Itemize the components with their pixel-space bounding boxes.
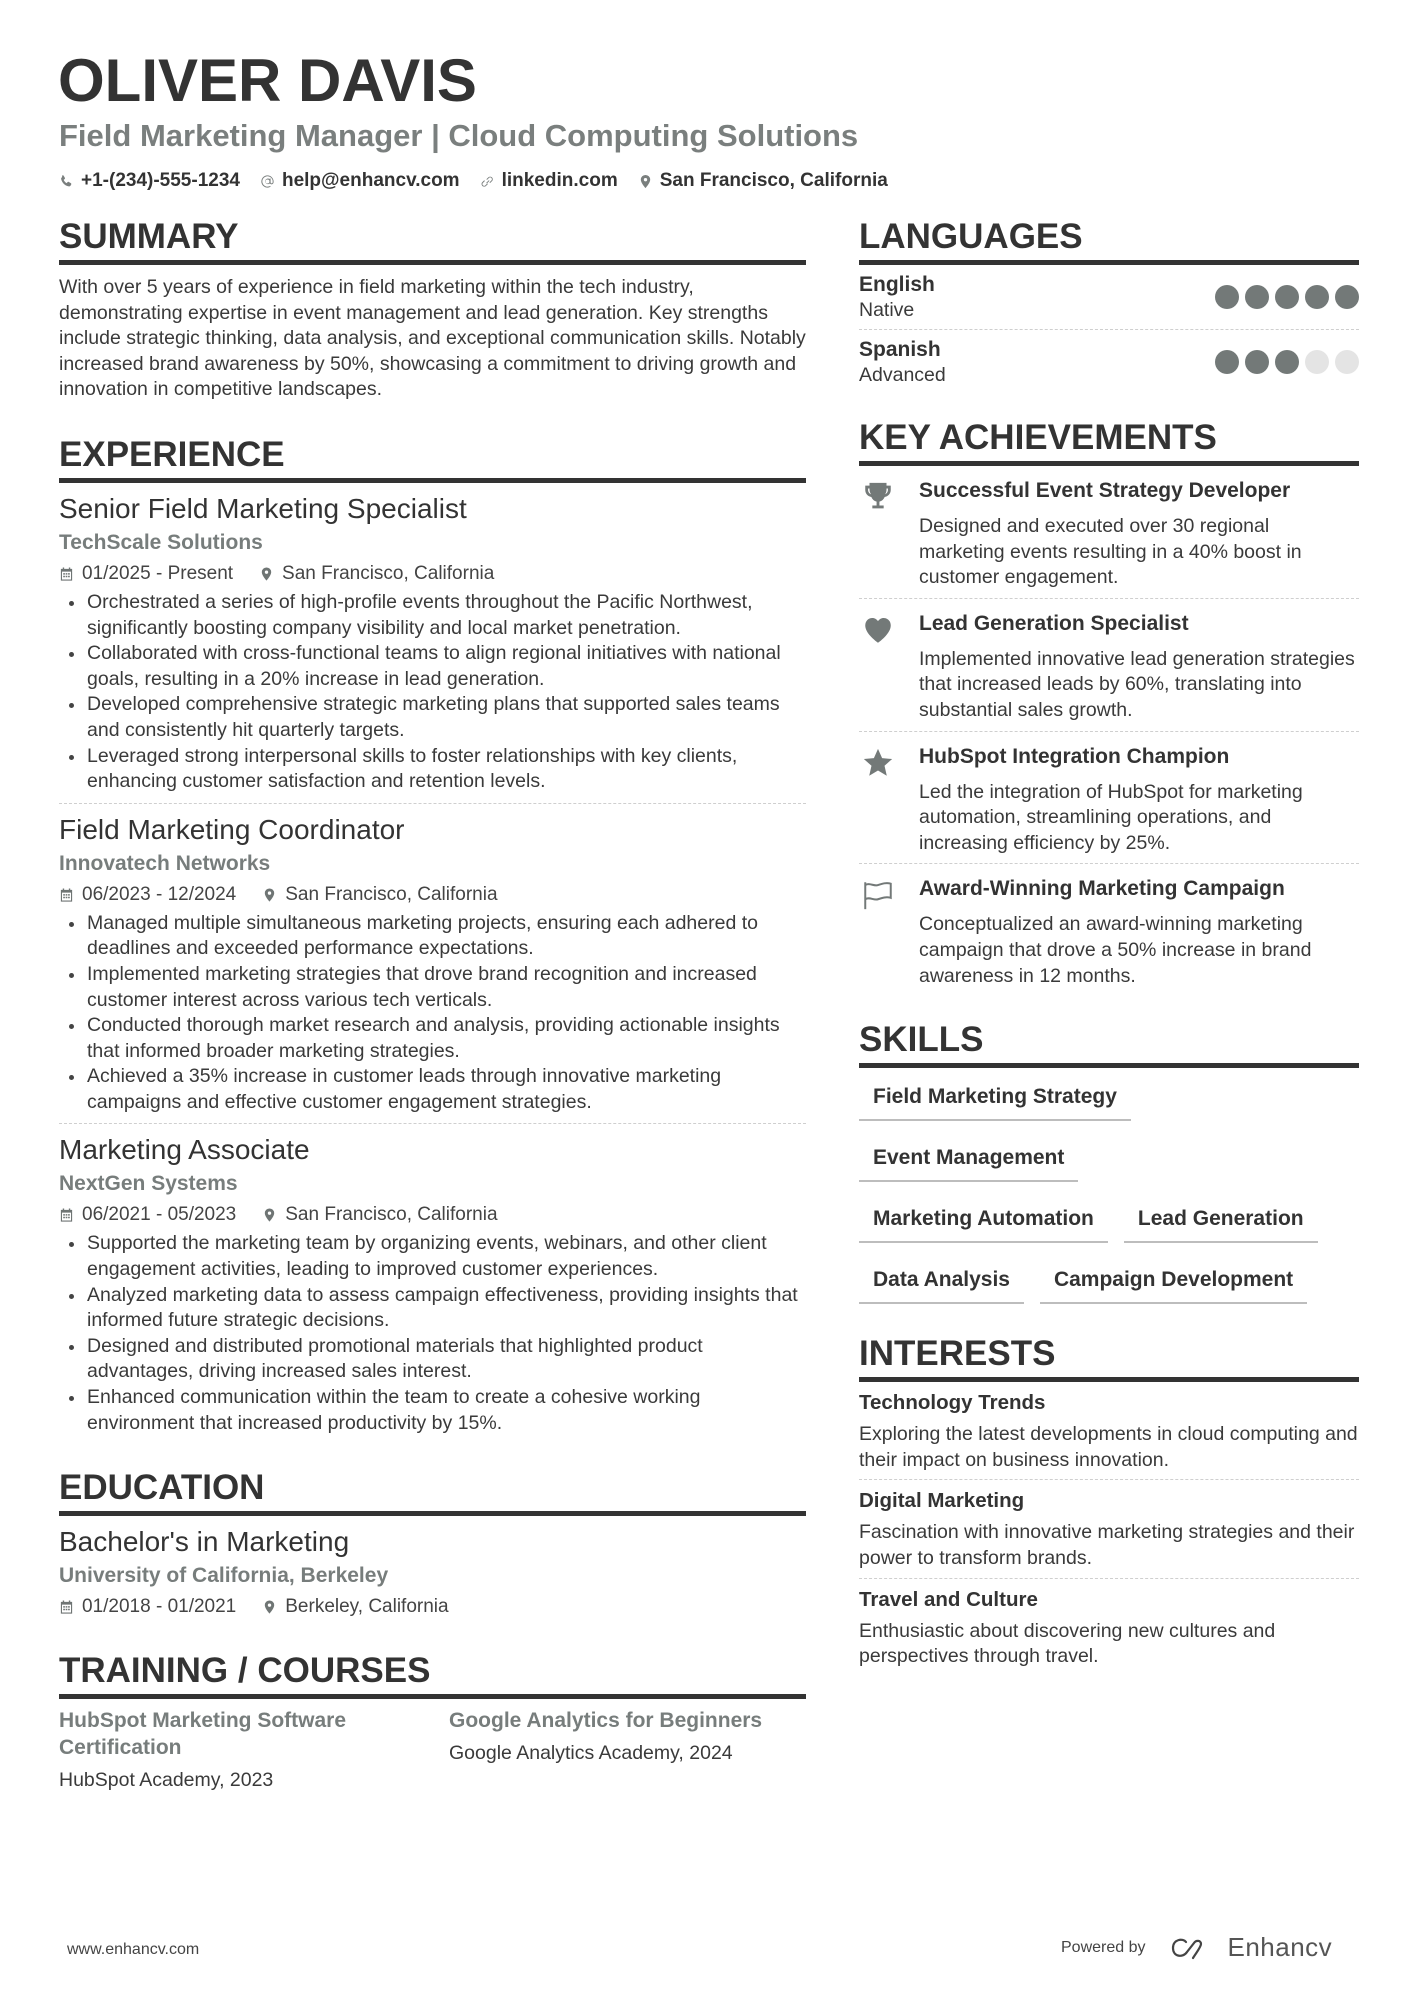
job-location-text: San Francisco, California — [285, 1204, 498, 1226]
job-entry — [59, 804, 806, 1125]
section-title-skills: SKILLS — [859, 1018, 1359, 1068]
interest-title: Digital Marketing — [859, 1489, 1025, 1513]
education-section — [59, 1466, 806, 1621]
achievement-icon-wrap — [859, 478, 919, 591]
company-name: Innovatech Networks — [59, 851, 271, 875]
footer-branding — [1061, 1932, 1332, 1963]
interest-desc: Fascination with innovative marketing strategies and their power to transform brands. — [859, 1521, 1355, 1569]
job-dates-text: 06/2023 - 12/2024 — [82, 883, 237, 905]
calendar-icon — [59, 1207, 74, 1223]
achievement-desc: Conceptualized an award-winning marketing campaign that drove a 50% increase in brand awareness in 12 months. — [919, 913, 1312, 987]
contact-phone[interactable] — [59, 169, 240, 193]
skill-tag: Campaign Development — [1040, 1261, 1307, 1304]
bullet-item: Analyzed marketing data to assess campaign effectiveness, providing insights that informed future strategic decisions. — [59, 1283, 806, 1334]
language-level: Native — [859, 299, 915, 321]
job-dates-text: 01/2025 - Present — [82, 562, 234, 584]
achievement-title: Award-Winning Marketing Campaign — [919, 877, 1285, 901]
dot-filled — [1245, 350, 1269, 374]
achievement-title: Successful Event Strategy Developer — [919, 479, 1291, 502]
section-title-training: TRAINING / COURSES — [59, 1649, 806, 1699]
job-location-text: San Francisco, California — [285, 883, 498, 905]
bullet-item: Enhanced communication within the team to create a cohesive working environment that increased productivity by 15%. — [59, 1385, 806, 1436]
job-bullets — [59, 590, 806, 795]
course-title: Google Analytics for Beginners — [449, 1709, 763, 1733]
achievement-desc: Led the integration of HubSpot for marketing automation, streamlining operations, and increasing efficiency by 25%. — [919, 780, 1303, 854]
candidate-name: OLIVER DAVIS — [58, 47, 477, 114]
job-dates — [59, 1201, 236, 1229]
achievements-section — [859, 416, 1359, 996]
achievement-item — [859, 599, 1359, 732]
brand-name: Enhancv — [1227, 1932, 1333, 1962]
bullet-item: Collaborated with cross-functional teams to align regional initiatives with national goals, resulting in a 20% increase in lead generation. — [59, 641, 806, 692]
language-name: English — [859, 273, 935, 296]
skill-tag: Lead Generation — [1124, 1200, 1318, 1243]
degree: Bachelor's in Marketing — [59, 1526, 350, 1558]
job-title: Senior Field Marketing Specialist — [59, 492, 467, 524]
section-title-interests: INTERESTS — [859, 1332, 1359, 1382]
phone-icon — [59, 174, 74, 189]
achievement-title: Lead Generation Specialist — [919, 611, 1189, 635]
calendar-icon — [59, 566, 74, 582]
job-location — [262, 881, 497, 909]
location-pin-icon — [262, 1207, 277, 1223]
language-level: Advanced — [859, 364, 946, 386]
interest-item — [859, 1579, 1359, 1676]
section-title-achievements: KEY ACHIEVEMENTS — [859, 416, 1359, 466]
interest-title: Technology Trends — [859, 1391, 1046, 1415]
brand-logo[interactable] — [1170, 1932, 1333, 1963]
bullet-item: Orchestrated a series of high-profile events throughout the Pacific Northwest, significantly boosting company visibility and local market penetration. — [59, 590, 806, 641]
dot-filled — [1275, 350, 1299, 374]
course-list — [59, 1699, 806, 1793]
achievement-title: HubSpot Integration Champion — [919, 744, 1230, 768]
dot-filled — [1275, 285, 1299, 309]
right-column — [859, 215, 1359, 1704]
education-dates-text: 01/2018 - 01/2021 — [82, 1596, 237, 1618]
dot-empty — [1335, 350, 1359, 374]
course-provider: HubSpot Academy, 2023 — [59, 1769, 274, 1792]
achievement-icon-wrap — [859, 744, 919, 857]
section-title-summary: SUMMARY — [59, 215, 806, 265]
bullet-item: Leveraged strong interpersonal skills to foster relationships with key clients, enhancing customer satisfaction and retention levels. — [59, 744, 806, 795]
bullet-item: Supported the marketing team by organizing events, webinars, and other client engagement activities, leading to improved customer experiences. — [59, 1231, 806, 1282]
location-pin-icon — [262, 1599, 277, 1615]
interest-desc: Exploring the latest developments in cloud computing and their impact on business innovation. — [859, 1423, 1358, 1471]
section-title-education: EDUCATION — [59, 1466, 806, 1516]
achievement-item — [859, 732, 1359, 865]
calendar-icon — [59, 1599, 74, 1615]
job-bullets — [59, 1231, 806, 1436]
skill-list — [859, 1068, 1359, 1322]
course-item — [449, 1707, 806, 1793]
job-dates-text: 06/2021 - 05/2023 — [82, 1204, 237, 1226]
bullet-item: Implemented marketing strategies that drove brand recognition and increased customer interest across various tech verticals. — [59, 962, 806, 1013]
left-column — [59, 215, 806, 1821]
education-entry — [59, 1516, 806, 1621]
language-item — [859, 330, 1359, 394]
bullet-item: Conducted thorough market research and analysis, providing actionable insights that informed broader marketing strategies. — [59, 1013, 806, 1064]
location-pin-icon — [262, 887, 277, 903]
job-entry — [59, 1124, 806, 1444]
company-name: NextGen Systems — [59, 1172, 238, 1196]
job-dates — [59, 881, 236, 909]
contact-row — [59, 169, 888, 193]
contact-linkedin-text: linkedin.com — [501, 170, 618, 191]
dot-filled — [1305, 285, 1329, 309]
interests-section — [859, 1332, 1359, 1676]
job-meta — [59, 1201, 806, 1229]
skills-section — [859, 1018, 1359, 1322]
proficiency-dots — [1215, 285, 1359, 309]
interest-title: Travel and Culture — [859, 1587, 1038, 1611]
achievement-icon-wrap — [859, 611, 919, 724]
location-pin-icon — [638, 174, 653, 189]
summary-section — [59, 215, 806, 403]
dot-empty — [1305, 350, 1329, 374]
training-section — [59, 1649, 806, 1793]
job-bullets — [59, 911, 806, 1116]
interest-item — [859, 1382, 1359, 1480]
education-location — [262, 1593, 448, 1621]
job-location — [259, 560, 494, 588]
job-meta — [59, 560, 806, 588]
flag-icon — [859, 878, 897, 912]
language-name: Spanish — [859, 338, 941, 361]
dot-filled — [1215, 285, 1239, 309]
contact-email-text: help@enhancv.com — [281, 170, 460, 191]
skill-tag: Event Management — [859, 1139, 1078, 1182]
job-dates — [59, 560, 233, 588]
enhancv-logo-icon — [1170, 1935, 1216, 1961]
bullet-item: Achieved a 35% increase in customer leads through innovative marketing campaigns and effective customer engagement strategies. — [59, 1064, 806, 1115]
contact-location — [638, 169, 888, 193]
dot-filled — [1335, 285, 1359, 309]
candidate-headline: Field Marketing Manager | Cloud Computing Solutions — [59, 118, 859, 153]
education-location-text: Berkeley, California — [285, 1596, 449, 1618]
contact-phone-text: +1-(234)-555-1234 — [81, 170, 240, 191]
trophy-icon — [859, 480, 897, 514]
section-title-languages: LANGUAGES — [859, 215, 1359, 265]
section-title-experience: EXPERIENCE — [59, 433, 806, 483]
job-location-text: San Francisco, California — [282, 562, 495, 584]
link-icon — [480, 174, 495, 189]
course-title: HubSpot Marketing Software Certification — [59, 1709, 347, 1760]
job-meta — [59, 881, 806, 909]
interest-item — [859, 1480, 1359, 1578]
summary-text: With over 5 years of experience in field marketing within the tech industry, demonstrating expertise in event management and lead generation. Key strengths include strategic thinking, data analysis, and exceptional communication skills. Notably increased brand awareness by 50%, showcasing a commitment to driving growth and innovation in competitive landscapes. — [59, 276, 806, 401]
bullet-item: Designed and distributed promotional materials that highlighted product advantages, driving increased sales interest. — [59, 1334, 806, 1385]
achievement-item — [859, 864, 1359, 996]
school-name: University of California, Berkeley — [59, 1564, 389, 1588]
footer-website-link[interactable]: www.enhancv.com — [67, 1941, 200, 1958]
star-icon — [859, 746, 897, 780]
company-name: TechScale Solutions — [59, 530, 263, 554]
interest-desc: Enthusiastic about discovering new cultures and perspectives through travel. — [859, 1619, 1276, 1668]
languages-section — [859, 215, 1359, 394]
powered-by-label: Powered by — [1061, 1938, 1146, 1956]
job-title: Field Marketing Coordinator — [59, 813, 405, 845]
course-item — [59, 1707, 449, 1793]
contact-location-text: San Francisco, California — [659, 170, 888, 191]
education-dates — [59, 1593, 236, 1621]
job-entry — [59, 483, 806, 804]
at-icon — [260, 174, 275, 189]
language-item — [859, 265, 1359, 330]
heart-icon — [859, 613, 897, 647]
contact-linkedin[interactable] — [480, 169, 618, 193]
skill-tag: Field Marketing Strategy — [859, 1078, 1131, 1121]
skill-tag: Marketing Automation — [859, 1200, 1108, 1243]
course-provider: Google Analytics Academy, 2024 — [449, 1742, 733, 1765]
skill-tag: Data Analysis — [859, 1261, 1024, 1304]
location-pin-icon — [259, 566, 274, 582]
calendar-icon — [59, 887, 74, 903]
job-title: Marketing Associate — [59, 1134, 310, 1166]
achievement-item — [859, 466, 1359, 599]
achievement-icon-wrap — [859, 876, 919, 989]
job-location — [262, 1201, 497, 1229]
education-meta — [59, 1593, 806, 1621]
experience-section — [59, 433, 806, 1444]
bullet-item: Developed comprehensive strategic marketing plans that supported sales teams and consistently hit quarterly targets. — [59, 692, 806, 743]
dot-filled — [1245, 285, 1269, 309]
bullet-item: Managed multiple simultaneous marketing projects, ensuring each adhered to deadlines and exceeded performance expectations. — [59, 911, 806, 962]
proficiency-dots — [1215, 350, 1359, 374]
contact-email[interactable] — [260, 169, 460, 193]
achievement-desc: Designed and executed over 30 regional marketing events resulting in a 40% boost in customer engagement. — [919, 515, 1302, 589]
dot-filled — [1215, 350, 1239, 374]
achievement-desc: Implemented innovative lead generation strategies that increased leads by 60%, translating into substantial sales growth. — [919, 647, 1355, 721]
